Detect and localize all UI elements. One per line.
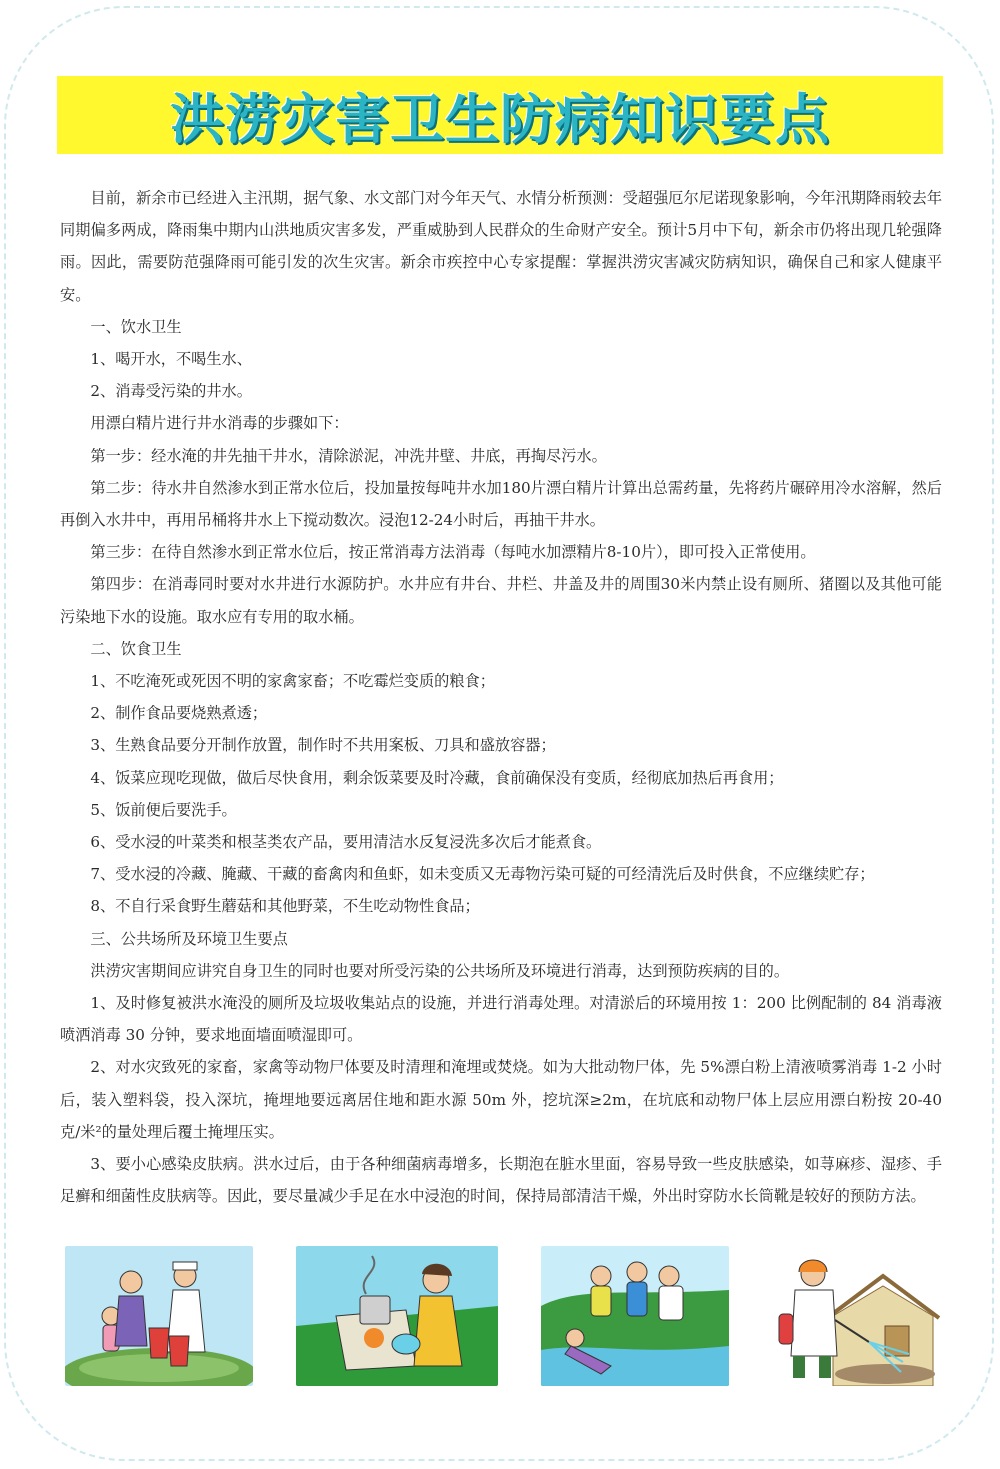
paragraph: 用漂白精片进行井水消毒的步骤如下：: [90, 414, 349, 433]
section-heading: 二、饮食卫生: [90, 639, 182, 658]
list-item: 1、及时修复被洪水淹没的厕所及垃圾收集站点的设施，并进行消毒处理。对清淤后的环境用按 1：200 比例配制的 84 消毒液喷洒消毒 30 分钟，要求地面墙面喷湿即可。: [60, 994, 942, 1045]
article-body: [60, 182, 942, 1213]
list-item: 1、喝开水，不喝生水、: [90, 350, 252, 369]
illustration-strip: [0, 1244, 1000, 1389]
list-item: 2、制作食品要烧熟煮透；: [90, 704, 268, 723]
list-item: 6、受水浸的叶菜类和根茎类农产品，要用清洁水反复浸洗多次后才能煮食。: [90, 833, 602, 852]
section-heading: 三、公共场所及环境卫生要点: [90, 929, 288, 948]
illustration-disinfection: [773, 1246, 941, 1386]
list-item: 1、不吃淹死或死因不明的家禽家畜；不吃霉烂变质的粮食；: [90, 672, 495, 691]
intro-paragraph: 目前，新余市已经进入主汛期，据气象、水文部门对今年天气、水情分析预测：受超强厄尔尼诺现象影响，今年汛期降雨较去年同期偏多两成，降雨集中期内山洪地质灾害多发，严重威胁到人民群众的生命财产安全。预计5月中下旬，新余市仍将出现几轮强降雨。因此，需要防范强降雨可能引发的次生灾害。新余市疾控中心专家提醒：掌握洪涝灾害减灾防病知识，确保自己和家人健康平安。: [60, 189, 942, 304]
list-item: 3、要小心感染皮肤病。洪水过后，由于各种细菌病毒增多，长期泡在脏水里面，容易导致一些皮肤感染，如荨麻疹、湿疹、手足癣和细菌性皮肤病等。因此，要尽量减少手足在水中浸泡的时间，保持局部清洁干燥，外出时穿防水长筒靴是较好的预防方法。: [60, 1155, 942, 1206]
page-title: 洪涝灾害卫生防病知识要点: [170, 87, 830, 151]
step-paragraph: 第二步：待水井自然渗水到正常水位后，投加量按每吨井水加180片漂白精片计算出总需药量，先将药片碾碎用冷水溶解，然后再倒入水井中，再用吊桶将井水上下搅动数次。浸泡12-24小时后，再抽干井水。: [60, 478, 942, 530]
list-item: 8、不自行采食野生蘑菇和其他野菜，不生吃动物性食品；: [90, 897, 480, 916]
step-paragraph: 第四步：在消毒同时要对水井进行水源防护。水井应有井台、井栏、井盖及井的周围30米内禁止设有厕所、猪圈以及其他可能污染地下水的设施。取水应有专用的取水桶。: [60, 575, 942, 626]
step-paragraph: 第一步：经水淹的井先抽干井水，清除淤泥，冲洗井壁、井底，再掏尽污水。: [90, 446, 607, 465]
list-item: 5、饭前便后要洗手。: [90, 800, 237, 819]
illustration-water-buckets: [65, 1246, 253, 1386]
list-item: 2、对水灾致死的家畜，家禽等动物尸体要及时清理和淹埋或焚烧。如为大批动物尸体，先 5%漂白粉上清液喷雾消毒 1-2 小时后，装入塑料袋，投入深坑，掩埋地要远离居住地和距水源 50m 外，挖坑深≥2m，在坑底和动物尸体上层应用漂白粉按 20-40 克/米²的量处理后覆土掩埋压实。: [60, 1058, 942, 1141]
illustration-boiling-water: [296, 1246, 498, 1386]
list-item: 7、受水浸的冷藏、腌藏、干藏的畜禽肉和鱼虾，如未变质又无毒物污染可疑的可经清洗后及时供食，不应继续贮存；: [90, 865, 875, 884]
illustration-flood-rescue: [541, 1246, 729, 1386]
list-item: 2、消毒受污染的井水。: [90, 382, 252, 401]
paragraph: 洪涝灾害期间应讲究自身卫生的同时也要对所受污染的公共场所及环境进行消毒，达到预防疾病的目的。: [90, 961, 790, 980]
section-heading: 一、饮水卫生: [90, 317, 182, 336]
list-item: 3、生熟食品要分开制作放置，制作时不共用案板、刀具和盛放容器；: [90, 736, 556, 755]
list-item: 4、饭菜应现吃现做，做后尽快食用，剩余饭菜要及时冷藏，食前确保没有变质，经彻底加热后再食用；: [90, 768, 784, 787]
step-paragraph: 第三步：在待自然渗水到正常水位后，按正常消毒方法消毒（每吨水加漂精片8-10片），即可投入正常使用。: [90, 543, 816, 562]
